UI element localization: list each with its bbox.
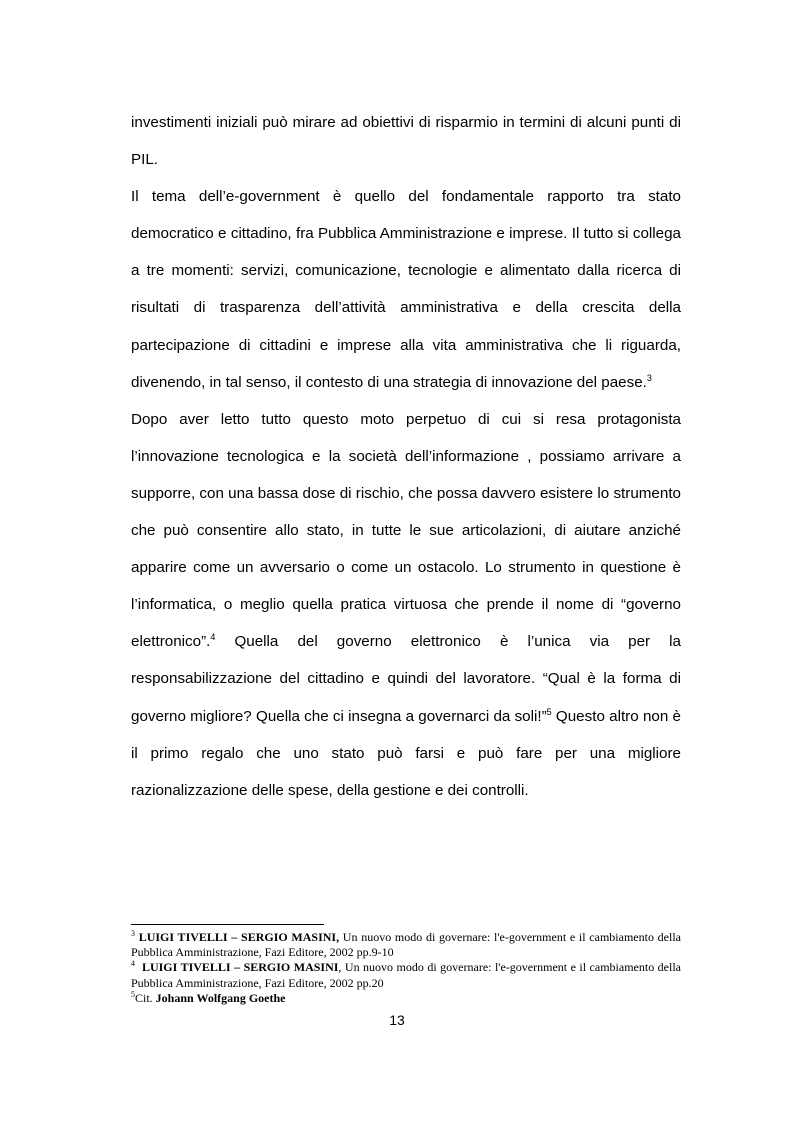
footnote-marker: 3 — [131, 929, 135, 938]
page-number: 13 — [389, 1012, 405, 1028]
footnote-marker: 5 — [131, 989, 135, 999]
footnote-4 — [131, 960, 681, 990]
body-text — [131, 104, 681, 809]
paragraph-2 — [131, 178, 681, 401]
footnote-5 — [131, 991, 681, 1006]
paragraph-3 — [131, 401, 681, 809]
footnote-ref-5: 5 — [546, 706, 552, 717]
footnote-3 — [131, 930, 681, 960]
footnote-authors: LUIGI TIVELLI – SERGIO MASINI — [141, 960, 339, 975]
footnote-text: , Un nuovo modo di governare: l'e-government e il cambiamento della Pubblica Amministrazione, Fazi Editore, 2002 pp.20 — [131, 960, 681, 990]
paragraph-1: investimenti iniziali può mirare ad obiettivi di risparmio in termini di alcuni punti di PIL. — [131, 114, 681, 169]
footnote-text: Un nuovo modo di governare: l'e-government e il cambiamento della Pubblica Amministrazione, Fazi Editore, 2002 pp.9-10 — [131, 930, 681, 960]
footnote-separator — [131, 924, 324, 925]
footnote-ref-3: 3 — [646, 372, 652, 383]
footnote-marker: 4 — [131, 959, 135, 969]
paragraph-3-text-a: Dopo aver letto tutto questo moto perpetuo di cui si resa protagonista l’innovazione tecnologica e la società dell’informazione , possiamo arrivare a supporre, con una bassa dose di rischio, che possa davvero esistere lo strumento che può consentire allo stato, in tutte le sue articolazioni, di aiutare anziché apparire come un avversario o come un ostacolo. Lo strumento in questione è l’informatica, o meglio quella pratica virtuosa che prende il nome di “governo elettronico”. — [131, 410, 681, 651]
footnotes — [131, 930, 681, 1006]
footnote-ref-4: 4 — [210, 632, 216, 643]
footnote-prefix: Cit. — [135, 990, 156, 1005]
footnote-authors: LUIGI TIVELLI – SERGIO MASINI, — [138, 930, 340, 944]
paragraph-2-text: Il tema dell’e-government è quello del fondamentale rapporto tra stato democratico e cittadino, fra Pubblica Amministrazione e imprese. Il tutto si collega a tre momenti: servizi, comunicazione, tecnologie e alimentato dalla ricerca di risultati di trasparenza dell’attività amministrativa e della crescita della partecipazione di cittadini e imprese alla vita amministrativa che li riguarda, divenendo, in tal senso, il contesto di una strategia di innovazione del paese. — [131, 188, 681, 391]
paragraph-3-text-c: Questo altro non è il primo regalo che uno stato può farsi e può fare per una migliore razionalizzazione delle spese, della gestione e dei controlli. — [131, 707, 681, 799]
footnote-authors: Johann Wolfgang Goethe — [155, 990, 286, 1005]
paragraph-3-text-b: Quella del governo elettronico è l’unica via per la responsabilizzazione del cittadino e quindi del lavoratore. “Qual è la forma di governo migliore? Quella che ci insegna a governarci da soli!” — [131, 633, 681, 725]
